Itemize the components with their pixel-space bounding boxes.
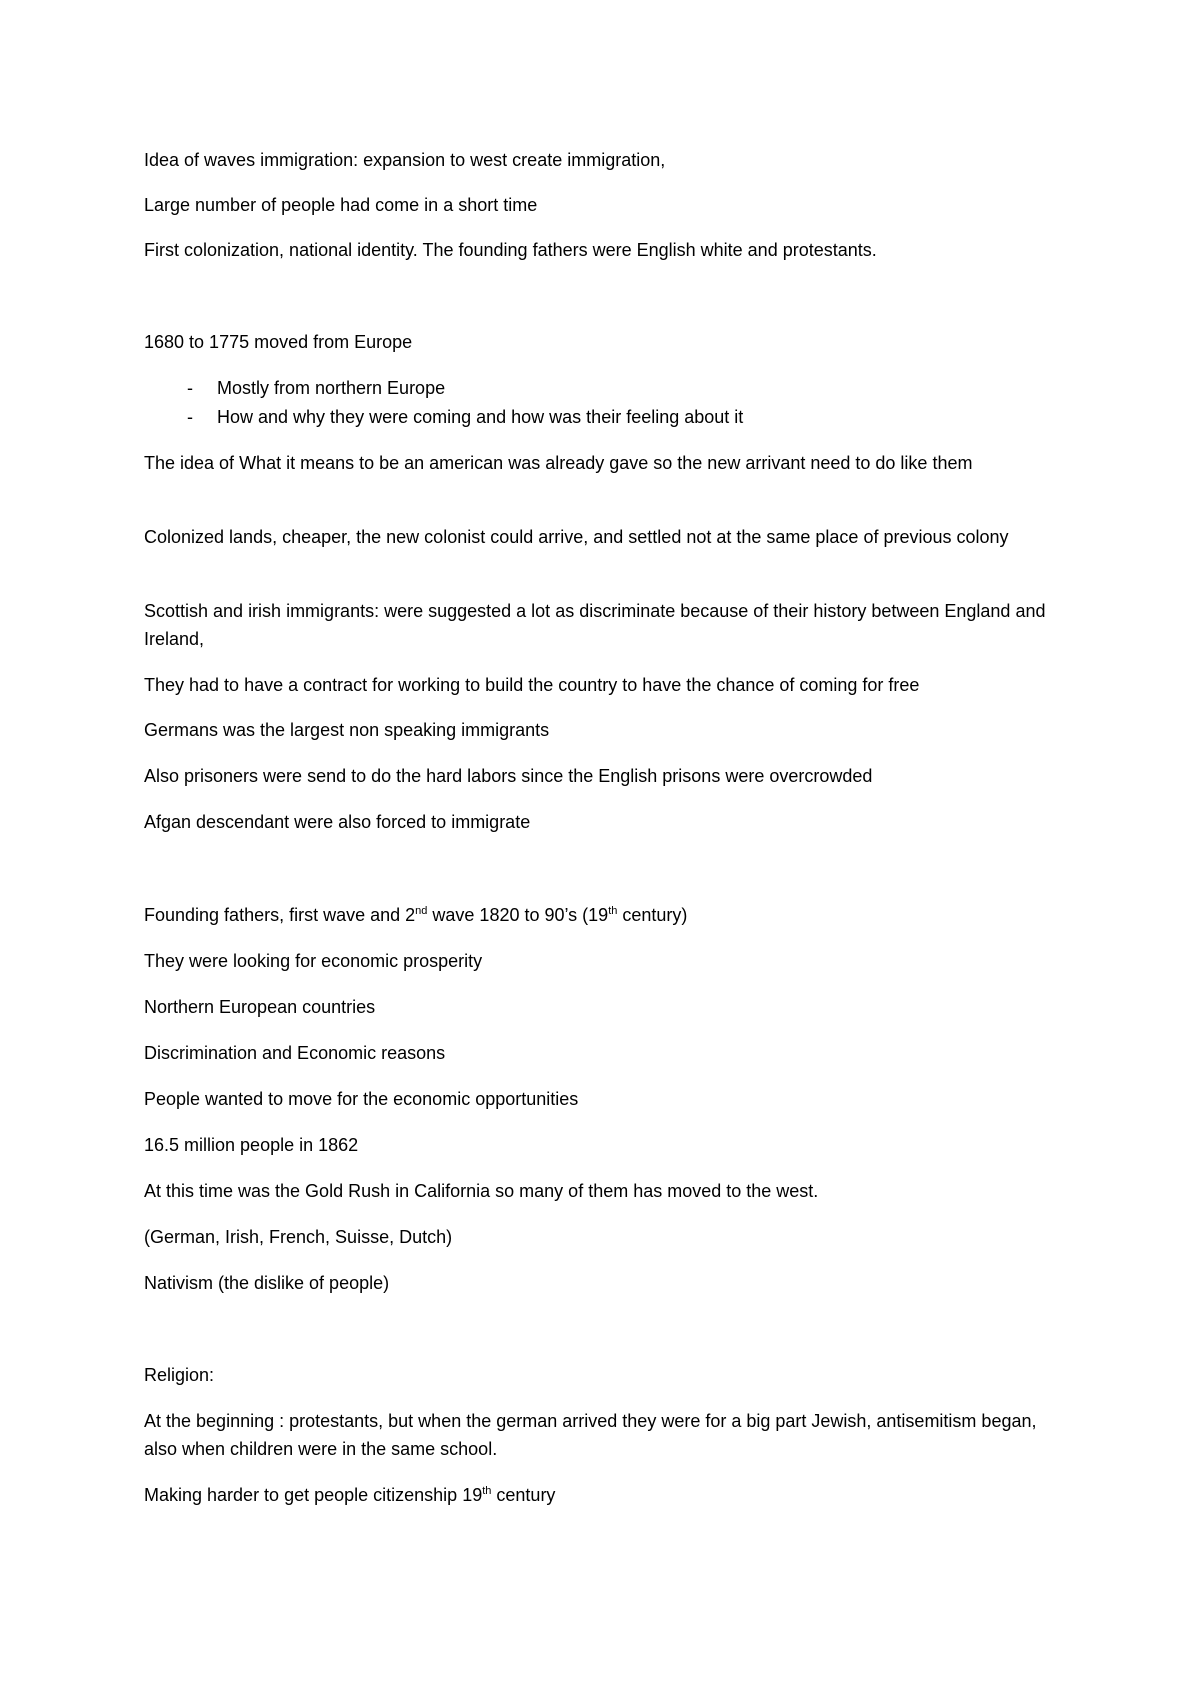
- paragraph: Nativism (the dislike of people): [144, 1273, 390, 1293]
- paragraph: The idea of What it means to be an american was already gave so the new arrivant need to do like them: [144, 453, 973, 473]
- paragraph: First colonization, national identity. The founding fathers were English white and protestants.: [144, 240, 877, 260]
- paragraph: They had to have a contract for working to build the country to have the chance of coming for free: [144, 675, 920, 695]
- text-run: Making harder to get people citizenship 19: [144, 1485, 483, 1505]
- paragraph: Colonized lands, cheaper, the new colonist could arrive, and settled not at the same place of previous colony: [144, 527, 1009, 547]
- paragraph: Idea of waves immigration: expansion to west create immigration,: [144, 150, 666, 170]
- list-item-text: Mostly from northern Europe: [217, 378, 446, 398]
- section-heading: Religion:: [144, 1365, 215, 1385]
- paragraph: They were looking for economic prosperity: [144, 951, 483, 971]
- paragraph: Also prisoners were send to do the hard labors since the English prisons were overcrowded: [144, 766, 873, 786]
- text-run: century): [617, 905, 688, 925]
- paragraph: Discrimination and Economic reasons: [144, 1043, 446, 1063]
- paragraph: [144, 1481, 1074, 1509]
- paragraph: At the beginning : protestants, but when the german arrived they were for a big part Jewish, antisemitism began, also when children were in the same school.: [144, 1411, 1037, 1459]
- text-run: Founding fathers, first wave and 2: [144, 905, 416, 925]
- superscript: nd: [415, 905, 428, 917]
- paragraph: Scottish and irish immigrants: were suggested a lot as discriminate because of their history between England and Ireland,: [144, 601, 1046, 649]
- paragraph: Large number of people had come in a short time: [144, 195, 538, 215]
- bullet-marker: -: [187, 378, 193, 398]
- list-item-text: How and why they were coming and how was their feeling about it: [217, 407, 744, 427]
- text-run: wave 1820 to 90’s (19: [427, 905, 609, 925]
- paragraph: People wanted to move for the economic opportunities: [144, 1089, 579, 1109]
- paragraph: 16.5 million people in 1862: [144, 1135, 359, 1155]
- paragraph: At this time was the Gold Rush in California so many of them has moved to the west.: [144, 1181, 819, 1201]
- paragraph: Germans was the largest non speaking immigrants: [144, 720, 550, 740]
- superscript: th: [608, 905, 618, 917]
- paragraph: Northern European countries: [144, 997, 376, 1017]
- bullet-marker: -: [187, 407, 193, 427]
- paragraph: (German, Irish, French, Suisse, Dutch): [144, 1227, 453, 1247]
- paragraph: 1680 to 1775 moved from Europe: [144, 332, 413, 352]
- text-run: century: [491, 1485, 556, 1505]
- superscript: th: [482, 1485, 492, 1497]
- paragraph: [144, 901, 1074, 929]
- paragraph: Afgan descendant were also forced to immigrate: [144, 812, 531, 832]
